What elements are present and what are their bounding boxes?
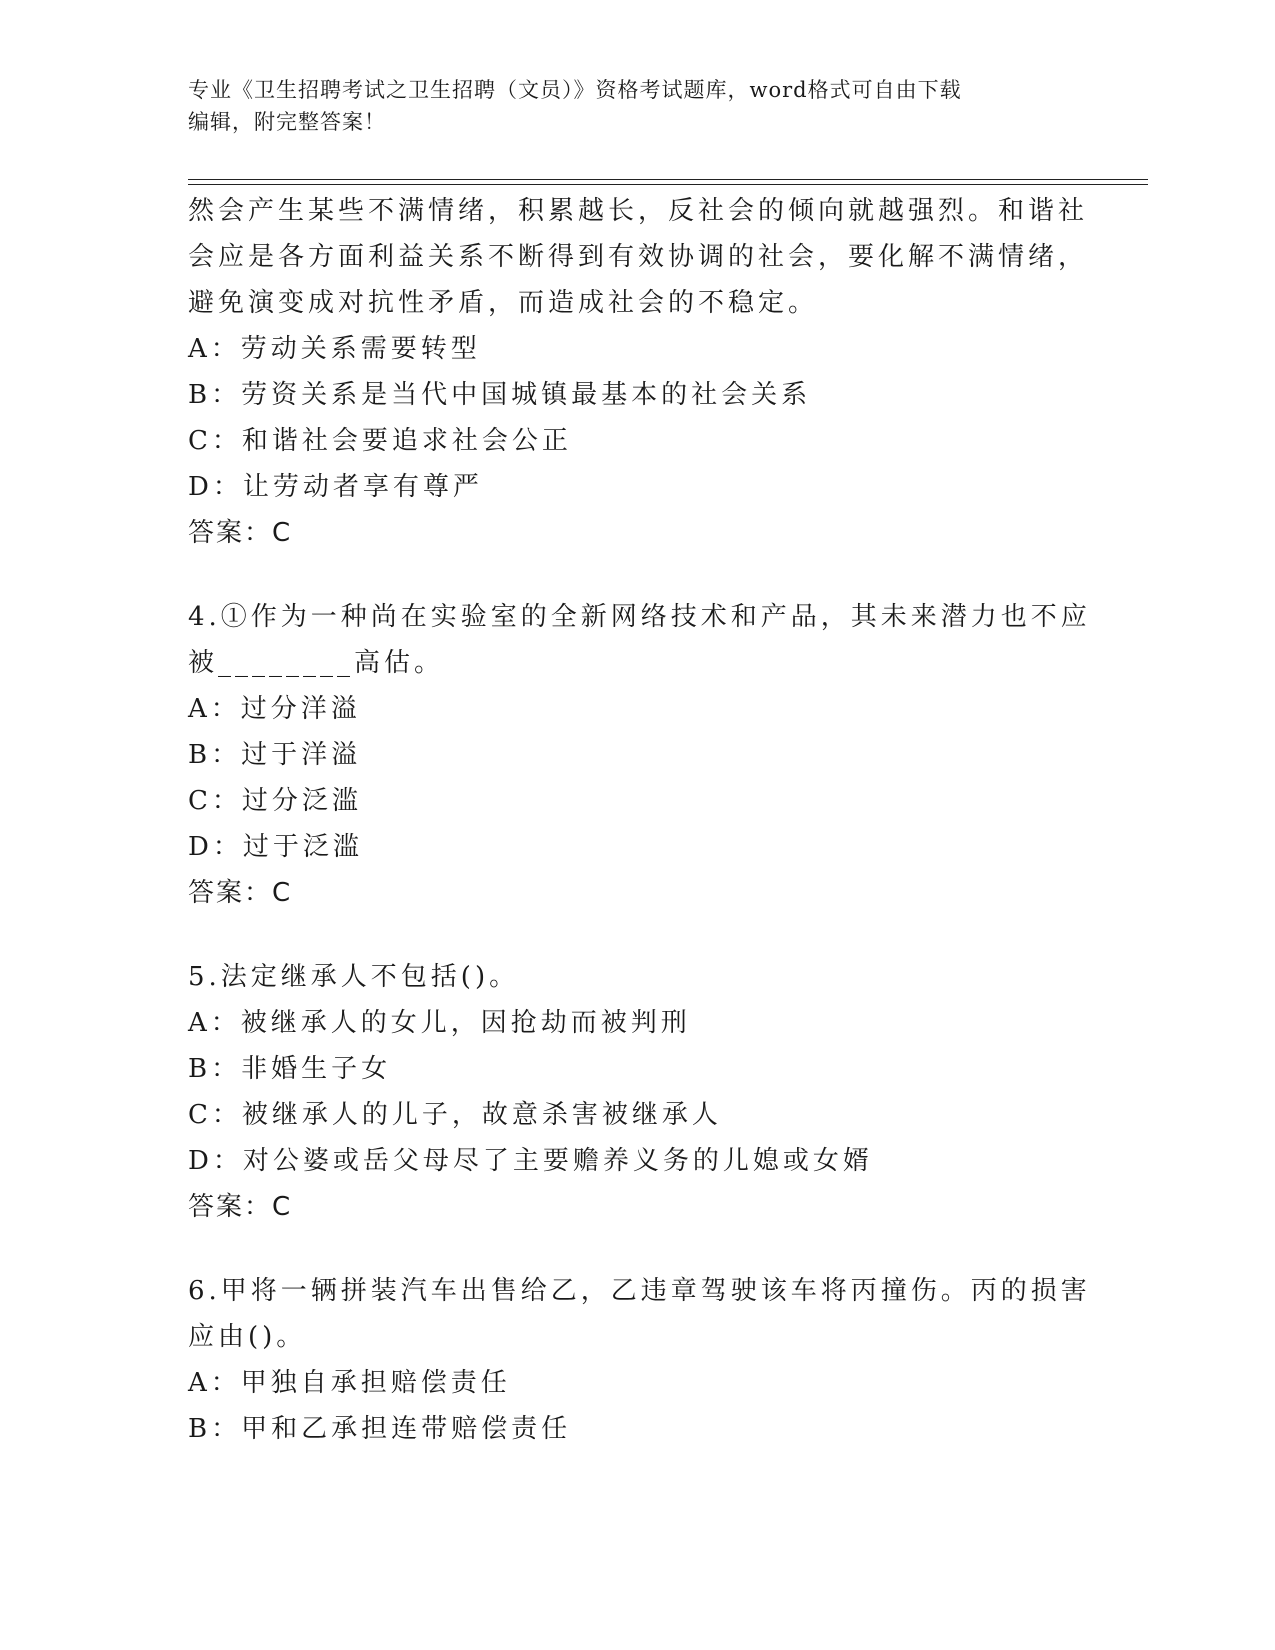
question-text-line: 被________高估。 [188,648,445,678]
option-d: D：让劳动者享有尊严 [188,472,483,502]
option-b: B：过于洋溢 [188,740,362,770]
option-b: B：甲和乙承担连带赔偿责任 [188,1414,572,1444]
answer-text: 答案：C [188,878,293,908]
option-d: D：对公婆或岳父母尽了主要赡养义务的儿媳或女婿 [188,1146,873,1176]
option-c: C：和谐社会要追求社会公正 [188,426,572,456]
question-text-line: 应由()。 [188,1322,307,1352]
question-5 [188,954,1088,1230]
header-divider-top [188,179,1148,180]
answer-text: 答案：C [188,1192,293,1222]
question-text-line: 6.甲将一辆拼装汽车出售给乙，乙违章驾驶该车将丙撞伤。丙的损害 [188,1276,1091,1306]
option-b: B：劳资关系是当代中国城镇最基本的社会关系 [188,380,812,410]
option-a: A：甲独自承担赔偿责任 [188,1368,511,1398]
question-6 [188,1268,1091,1452]
header-line-2: 编辑，附完整答案！ [188,110,386,134]
option-a: A：劳动关系需要转型 [188,334,481,364]
header-line-1: 专业《卫生招聘考试之卫生招聘（文员）》资格考试题库，word格式可自由下载 [188,78,962,102]
question-3 [188,188,1088,556]
answer-text: 答案：C [188,518,293,548]
document-header [188,74,1068,138]
question-text-line: 避免演变成对抗性矛盾，而造成社会的不稳定。 [188,288,819,318]
question-text-line: 4.①作为一种尚在实验室的全新网络技术和产品，其未来潜力也不应 [188,602,1091,632]
question-4 [188,594,1091,916]
option-a: A：过分洋溢 [188,694,361,724]
question-text-line: 然会产生某些不满情绪，积累越长，反社会的倾向就越强烈。和谐社 [188,196,1089,226]
question-text-line: 5.法定继承人不包括()。 [188,962,520,992]
option-b: B：非婚生子女 [188,1054,392,1084]
option-c: C：过分泛滥 [188,786,362,816]
question-list [188,188,1091,1452]
header-divider-bottom [188,184,1148,185]
option-a: A：被继承人的女儿，因抢劫而被判刑 [188,1008,691,1038]
option-c: C：被继承人的儿子，故意杀害被继承人 [188,1100,722,1130]
question-text-line: 会应是各方面利益关系不断得到有效协调的社会，要化解不满情绪， [188,242,1089,272]
option-d: D：过于泛滥 [188,832,363,862]
